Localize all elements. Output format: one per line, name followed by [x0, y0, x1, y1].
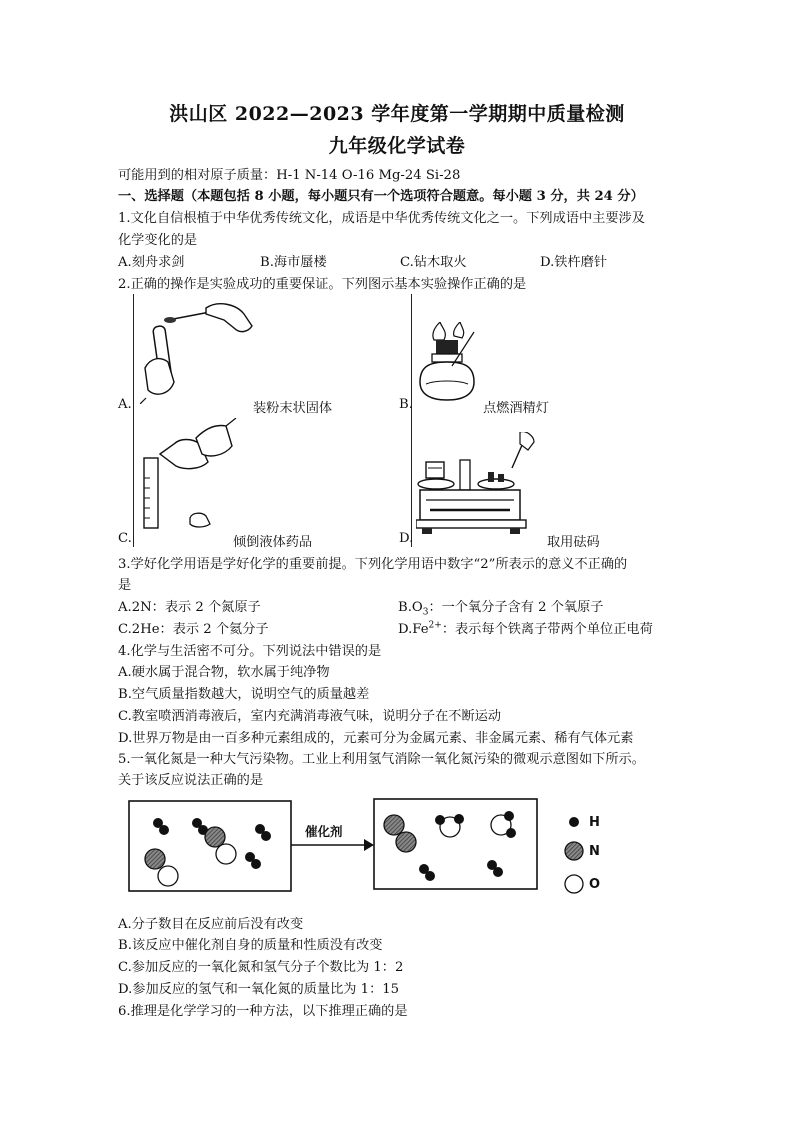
grid-divider: [133, 294, 134, 547]
legend-h: H: [589, 815, 600, 830]
q2-caption-c: 倾倒液体药品: [233, 535, 313, 550]
exam-subtitle: 九年级化学试卷: [328, 135, 466, 157]
q2-label-b: B.: [399, 397, 413, 412]
powder-loading-illustration: [140, 298, 260, 404]
section-heading: 一、选择题（本题包括 8 小题，每小题只有一个选项符合题意。每小题 3 分，共 24 分）: [118, 189, 644, 204]
q2-caption-b: 点燃酒精灯: [483, 401, 549, 416]
q3-option-c: C.2He：表示 2 个氦分子: [118, 622, 269, 637]
q4-option-c: C.教室喷洒消毒液后，室内充满消毒液气味，说明分子在不断运动: [118, 709, 502, 724]
q1-option-d: D.铁杵磨针: [540, 255, 608, 270]
q2-label-a: A.: [118, 397, 132, 412]
q3-option-b-prefix: B.O: [398, 600, 423, 615]
q2-label-c: C.: [118, 531, 132, 546]
q4-option-a: A.硬水属于混合物，软水属于纯净物: [118, 665, 330, 680]
q1-stem-line1: 1.文化自信根植于中华优秀传统文化，成语是中华优秀传统文化之一。下列成语中主要涉及: [118, 211, 645, 226]
q4-option-d: D.世界万物是由一百多种元素组成的，元素可分为金属元素、非金属元素、稀有气体元素: [118, 731, 634, 746]
q1-stem-line2: 化学变化的是: [118, 233, 198, 248]
reaction-diagram: [124, 795, 624, 897]
balance-weights-illustration: [416, 432, 536, 536]
q3-option-d-text: ：表示每个铁离子带两个单位正电荷: [441, 622, 653, 637]
q6-stem: 6.推理是化学学习的一种方法，以下推理正确的是: [118, 1004, 408, 1019]
q3-option-a: A.2N：表示 2 个氮原子: [118, 600, 261, 615]
q5-option-c: C.参加反应的一氧化氮和氢气分子个数比为 1：2: [118, 960, 404, 975]
q3-option-d-superscript: 2+: [428, 620, 442, 631]
q3-option-b: [398, 596, 603, 618]
grid-divider: [411, 294, 412, 547]
atomic-masses: 可能用到的相对原子质量：H-1 N-14 O-16 Mg-24 Si-28: [118, 168, 461, 183]
q1-option-a: A.刻舟求剑: [118, 255, 185, 270]
legend-o: O: [589, 877, 601, 892]
pouring-liquid-illustration: [140, 418, 260, 530]
q2-caption-a: 装粉末状固体: [253, 401, 333, 416]
q3-stem-line2: 是: [118, 578, 132, 593]
q4-stem: 4.化学与生活密不可分。下列说法中错误的是: [118, 644, 382, 659]
q1-option-c: C.钻木取火: [400, 255, 467, 270]
catalyst-label: 催化剂: [305, 824, 343, 839]
q3-option-b-text: ：一个氧分子含有 2 个氧原子: [428, 600, 604, 615]
q3-option-d-prefix: D.Fe: [398, 622, 429, 637]
exam-title: 洪山区 2022—2023 学年度第一学期期中质量检测: [169, 103, 625, 125]
q5-option-d: D.参加反应的氢气和一氧化氮的质量比为 1：15: [118, 982, 400, 997]
alcohol-lamp-illustration: [416, 322, 486, 404]
n-atom-key: [565, 842, 583, 860]
q4-option-b: B.空气质量指数越大，说明空气的质量越差: [118, 687, 370, 702]
q2-caption-d: 取用砝码: [547, 535, 600, 550]
q3-option-b-subscript: 3: [422, 607, 429, 618]
q1-option-b: B.海市蜃楼: [260, 255, 327, 270]
q2-label-d: D.: [399, 531, 414, 546]
q2-stem: 2.正确的操作是实验成功的重要保证。下列图示基本实验操作正确的是: [118, 277, 527, 292]
q3-stem-line1: 3.学好化学用语是学好化学的重要前提。下列化学用语中数字“2”所表示的意义不正确的: [118, 557, 628, 572]
h-atom-key: [569, 817, 579, 827]
q5-stem-line1: 5.一氧化氮是一种大气污染物。工业上利用氢气消除一氧化氮污染的微观示意图如下所示。: [118, 752, 645, 767]
q3-option-d: [398, 618, 653, 637]
legend-n: N: [589, 844, 600, 859]
q5-stem-line2: 关于该反应说法正确的是: [118, 773, 264, 788]
o-atom-key: [565, 875, 583, 893]
q5-option-b: B.该反应中催化剂自身的质量和性质没有改变: [118, 938, 383, 953]
q5-option-a: A.分子数目在反应前后没有改变: [118, 917, 304, 932]
